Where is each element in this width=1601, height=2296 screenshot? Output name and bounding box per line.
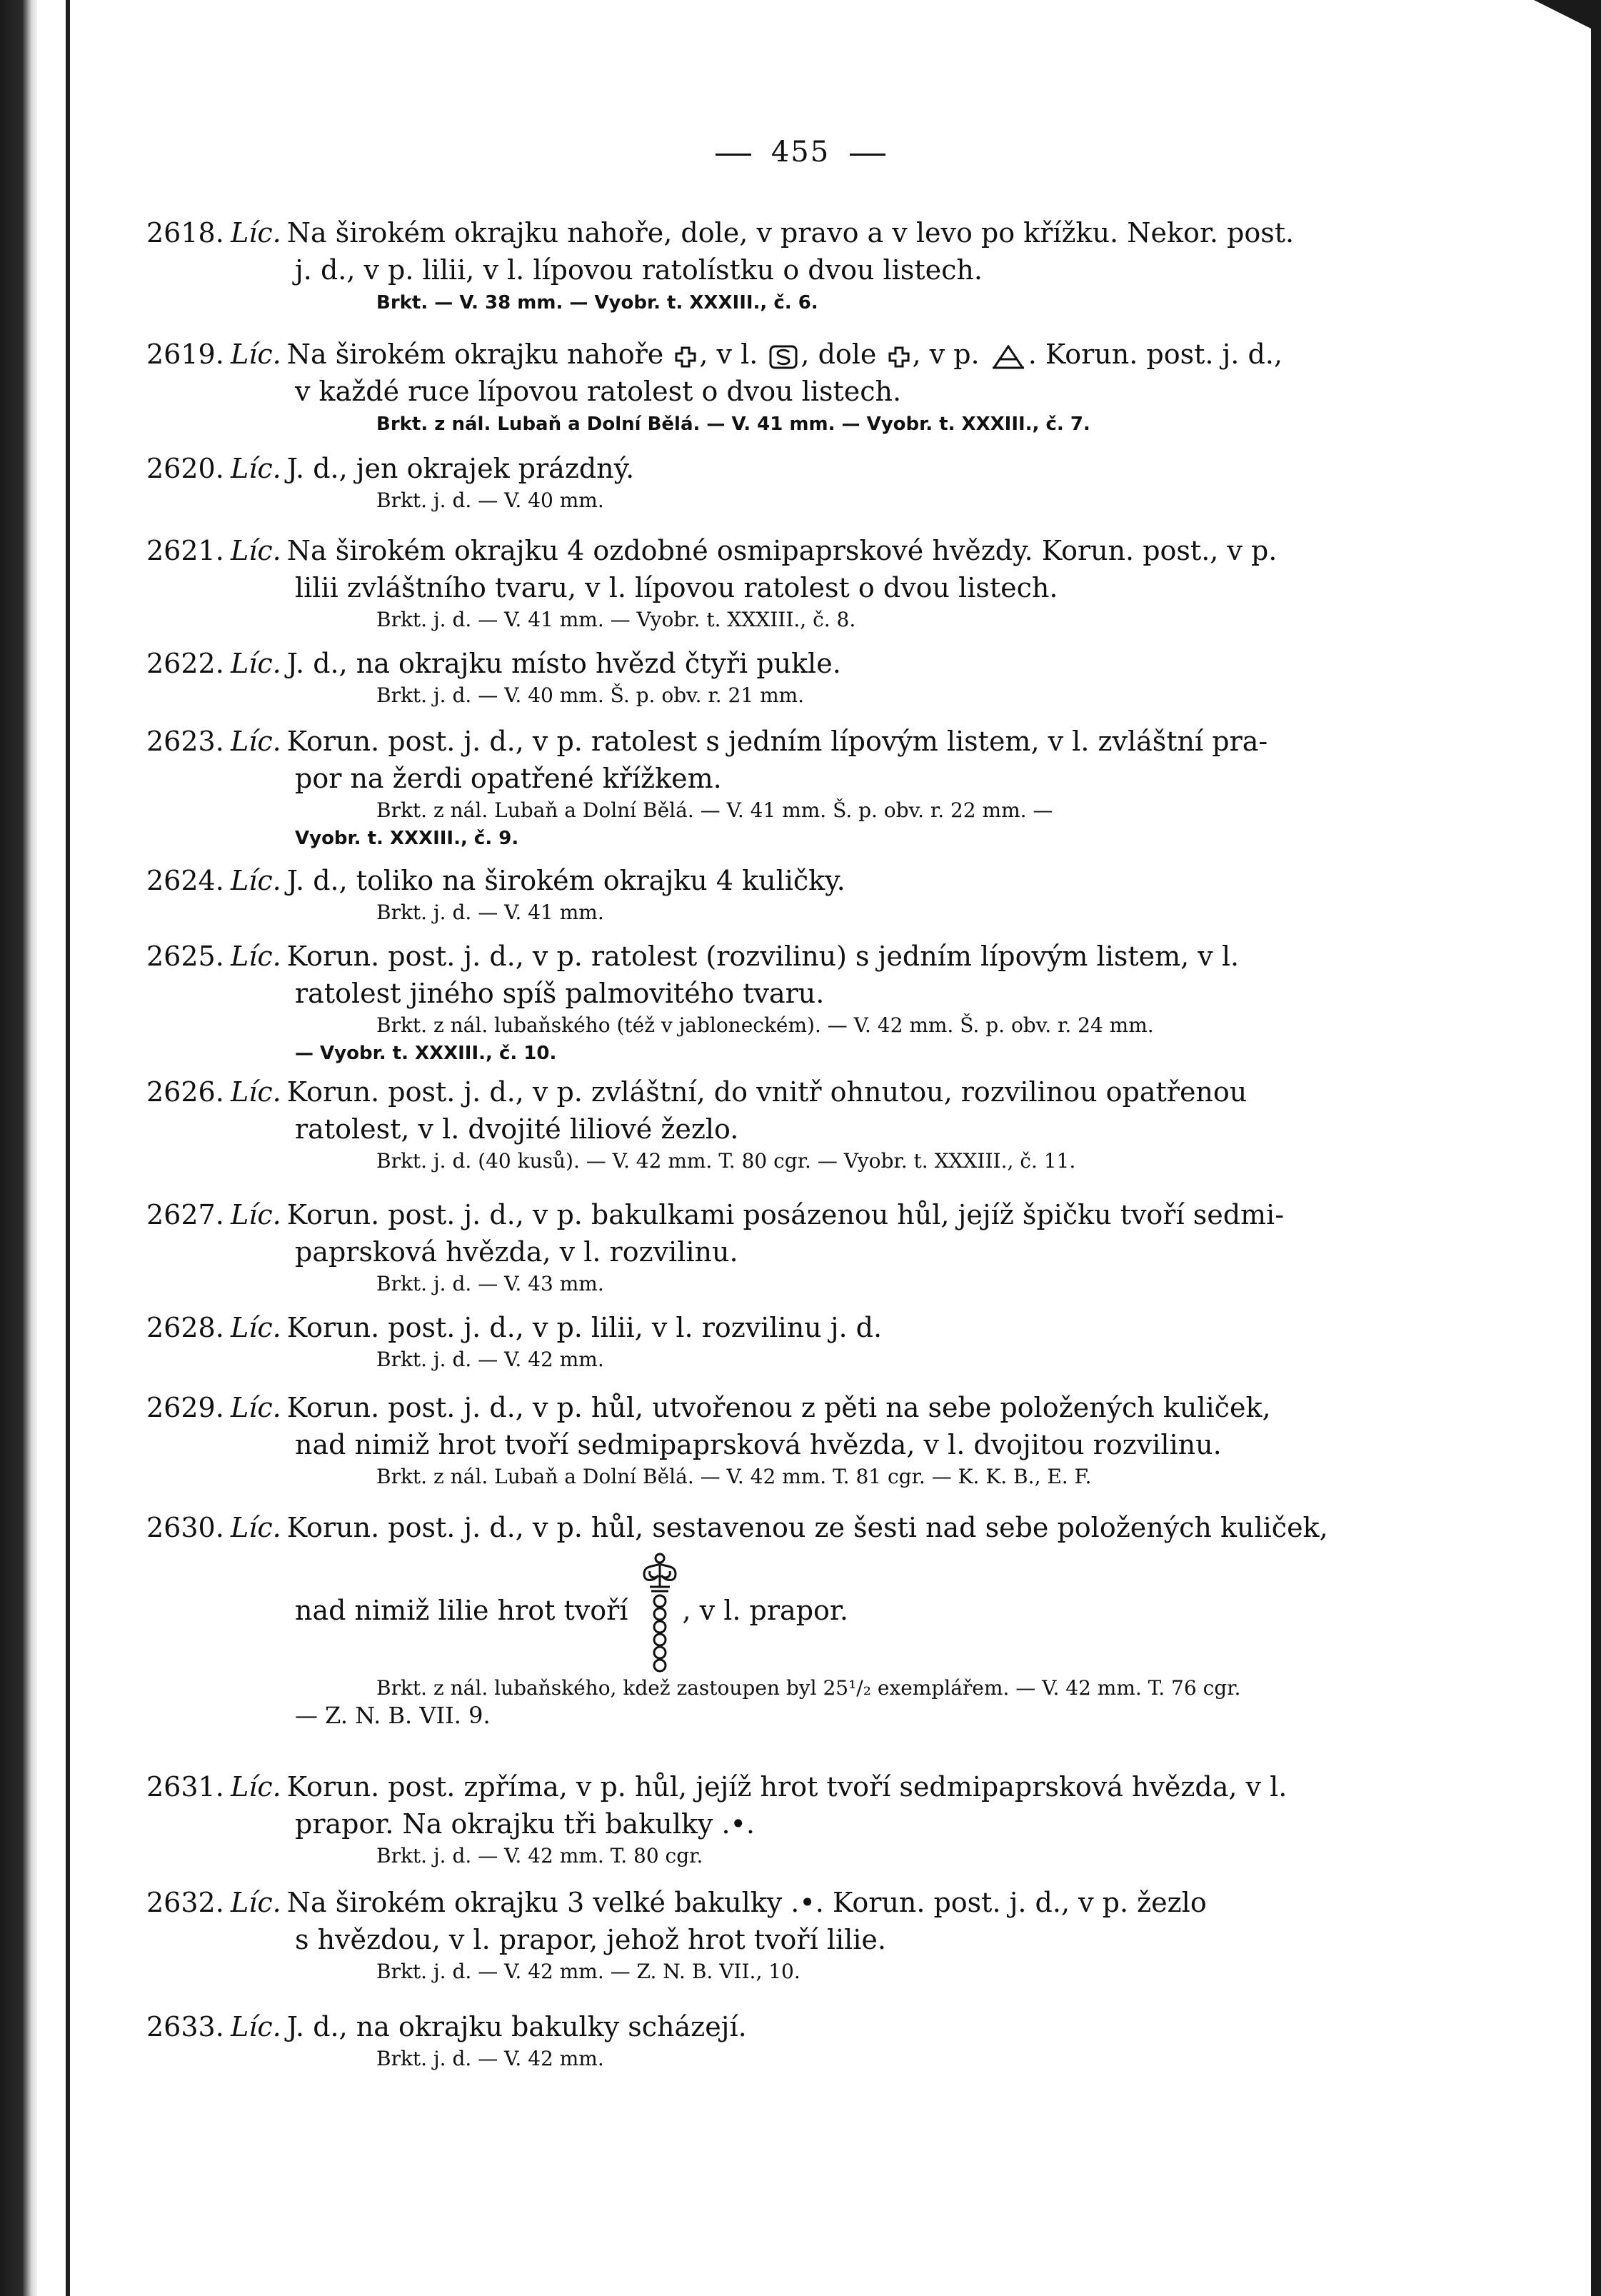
entry-2633: 2633. Líc. J. d., na okrajku bakulky scházejí. Brkt. j. d. — V. 42 mm. bbox=[146, 2008, 1360, 2072]
source-note: Brkt. j. d. — V. 42 mm. T. 80 cgr. bbox=[376, 1844, 703, 1868]
source-note: Brkt. z nál. Lubaň a Dolní Bělá. — V. 41 mm. — Vyobr. t. XXXIII., č. 7. bbox=[376, 413, 1090, 435]
entry-2619: 2619. Líc. Na širokém okrajku nahoře , v l. , dole , v p. . Korun. post. j. d., v každé ruce lípovou ratolest o dvou listech. Brkt. z nál. Lubaň a Dolní Bělá. — V. 41 mm. — Vyobr. t. XXXIII., č. 7. bbox=[146, 336, 1360, 438]
entry-2624: 2624. Líc. J. d., toliko na širokém okrajku 4 kuličky. Brkt. j. d. — V. 41 mm. bbox=[146, 862, 1360, 926]
source-note: Brkt. z nál. Lubaň a Dolní Bělá. — V. 41 mm. Š. p. obv. r. 22 mm. — bbox=[376, 798, 1053, 822]
lily-staff-figure bbox=[640, 1553, 680, 1674]
source-note: — Vyobr. t. XXXIII., č. 10. bbox=[295, 1043, 557, 1064]
source-note: Brkt. j. d. — V. 43 mm. bbox=[376, 1272, 604, 1295]
source-note: Brkt. j. d. — V. 42 mm. bbox=[376, 2047, 604, 2070]
source-note: Brkt. z nál. lubaňského (též v jabloneckém). — V. 42 mm. Š. p. obv. r. 24 mm. bbox=[376, 1013, 1154, 1037]
scan-line-left bbox=[66, 0, 70, 2296]
source-note: Vyobr. t. XXXIII., č. 9. bbox=[295, 828, 519, 849]
entry-2626: 2626. Líc. Korun. post. j. d., v p. zvláštní, do vnitř ohnutou, rozvilinou opatřenou ratolest, v l. dvojité liliové žezlo. Brkt. j. d. (40 kusů). — V. 42 mm. T. 80 cgr. — Vyobr. t. XXXIII., č. 11. bbox=[146, 1073, 1360, 1175]
entry-2628: 2628. Líc. Korun. post. j. d., v p. lilii, v l. rozvilinu j. d. Brkt. j. d. — V. 42 mm. bbox=[146, 1309, 1360, 1373]
source-note: Brkt. j. d. — V. 42 mm. — Z. N. B. VII., 10. bbox=[376, 1960, 800, 1983]
entry-2625: 2625. Líc. Korun. post. j. d., v p. ratolest (rozvilinu) s jedním lípovým listem, v l. ratolest jiného spíš palmovitého tvaru. Brkt. z nál. lubaňského (též v jabloneckém). — V. 42 mm. Š. p. obv. r. 24 mm. — Vyobr. t. XXXIII., č. 10. bbox=[146, 938, 1360, 1067]
source-note: Brkt. j. d. — V. 42 mm. bbox=[376, 1348, 604, 1371]
source-note: Brkt. j. d. — V. 41 mm. — Vyobr. t. XXXIII., č. 8. bbox=[376, 608, 856, 631]
source-note: Brkt. j. d. — V. 41 mm. bbox=[376, 901, 604, 924]
entry-2618: 2618. Líc. Na širokém okrajku nahoře, dole, v pravo a v levo po křížku. Nekor. post. j. d., v p. lilii, v l. lípovou ratolístku o dvou listech. Brkt. — V. 38 mm. — Vyobr. t. XXXIII., č. 6. bbox=[146, 214, 1360, 316]
entry-2622: 2622. Líc. J. d., na okrajku místo hvězd čtyři pukle. Brkt. j. d. — V. 40 mm. Š. p. obv. r. 21 mm. bbox=[146, 645, 1360, 709]
source-note: Brkt. z nál. lubaňského, kdež zastoupen byl 25¹/₂ exemplářem. — V. 42 mm. T. 76 cgr. bbox=[376, 1676, 1241, 1700]
entry-2623: 2623. Líc. Korun. post. j. d., v p. ratolest s jedním lípovým listem, v l. zvláštní pra- por na žerdi opatřené křížkem. Brkt. z nál. Lubaň a Dolní Bělá. — V. 41 mm. Š. p. obv. r. 22 mm. — Vyobr. t. XXXIII., č. 9. bbox=[146, 723, 1360, 852]
entry-2620: 2620. Líc. J. d., jen okrajek prázdný. Brkt. j. d. — V. 40 mm. bbox=[146, 450, 1360, 514]
scan-corner-mark bbox=[1534, 0, 1591, 29]
source-note: Brkt. j. d. (40 kusů). — V. 42 mm. T. 80 cgr. — Vyobr. t. XXXIII., č. 11. bbox=[376, 1149, 1076, 1173]
cross-symbol-icon bbox=[675, 346, 696, 368]
source-note: Brkt. j. d. — V. 40 mm. Š. p. obv. r. 21 mm. bbox=[376, 683, 805, 707]
entry-2632: 2632. Líc. Na širokém okrajku 3 velké bakulky .•. Korun. post. j. d., v p. žezlo s hvězdou, v l. prapor, jehož hrot tvoří lilie. Brkt. j. d. — V. 42 mm. — Z. N. B. VII., 10. bbox=[146, 1884, 1360, 1985]
source-note: Brkt. — V. 38 mm. — Vyobr. t. XXXIII., č. 6. bbox=[376, 292, 818, 314]
a-monogram-icon bbox=[991, 345, 1025, 369]
entry-2629: 2629. Líc. Korun. post. j. d., v p. hůl, utvořenou z pěti na sebe položených kuliček, nad nimiž hrot tvoří sedmipaprsková hvězda, v l. dvojitou rozvilinu. Brkt. z nál. Lubaň a Dolní Bělá. — V. 42 mm. T. 81 cgr. — K. K. B., E. F. bbox=[146, 1389, 1360, 1490]
cross-symbol-icon bbox=[888, 346, 910, 368]
s-symbol-icon bbox=[769, 345, 798, 369]
entry-2621: 2621. Líc. Na širokém okrajku 4 ozdobné osmipaprskové hvězdy. Korun. post., v p. lilii zvláštního tvaru, v l. lípovou ratolest o dvou listech. Brkt. j. d. — V. 41 mm. — Vyobr. t. XXXIII., č. 8. bbox=[146, 532, 1360, 633]
source-note: Brkt. z nál. Lubaň a Dolní Bělá. — V. 42 mm. T. 81 cgr. — K. K. B., E. F. bbox=[376, 1465, 1092, 1488]
entry-2631: 2631. Líc. Korun. post. zpříma, v p. hůl, jejíž hrot tvoří sedmipaprsková hvězda, v l. prapor. Na okrajku tři bakulky .•. Brkt. j. d. — V. 42 mm. T. 80 cgr. bbox=[146, 1768, 1360, 1870]
entry-2630: 2630. Líc. Korun. post. j. d., v p. hůl, sestavenou ze šesti nad sebe položených kuliček, nad nimiž lilie hrot tvoří , v l. prapor. Brkt. z nál. lubaňského, kdež zastoupen byl 25¹/₂ exemplářem. — V. 42 mm. T. 76 cgr. — Z. N. B. VII. 9. bbox=[146, 1509, 1360, 1729]
source-note: — Z. N. B. VII. 9. bbox=[295, 1702, 491, 1729]
source-note: Brkt. j. d. — V. 40 mm. bbox=[376, 488, 604, 512]
scan-border-left bbox=[0, 0, 37, 2296]
entry-2627: 2627. Líc. Korun. post. j. d., v p. bakulkami posázenou hůl, jejíž špičku tvoří sedmi- paprsková hvězda, v l. rozvilinu. Brkt. j. d. — V. 43 mm. bbox=[146, 1196, 1360, 1298]
scan-border-right bbox=[1591, 0, 1601, 2296]
page-number: 455 bbox=[0, 136, 1601, 169]
